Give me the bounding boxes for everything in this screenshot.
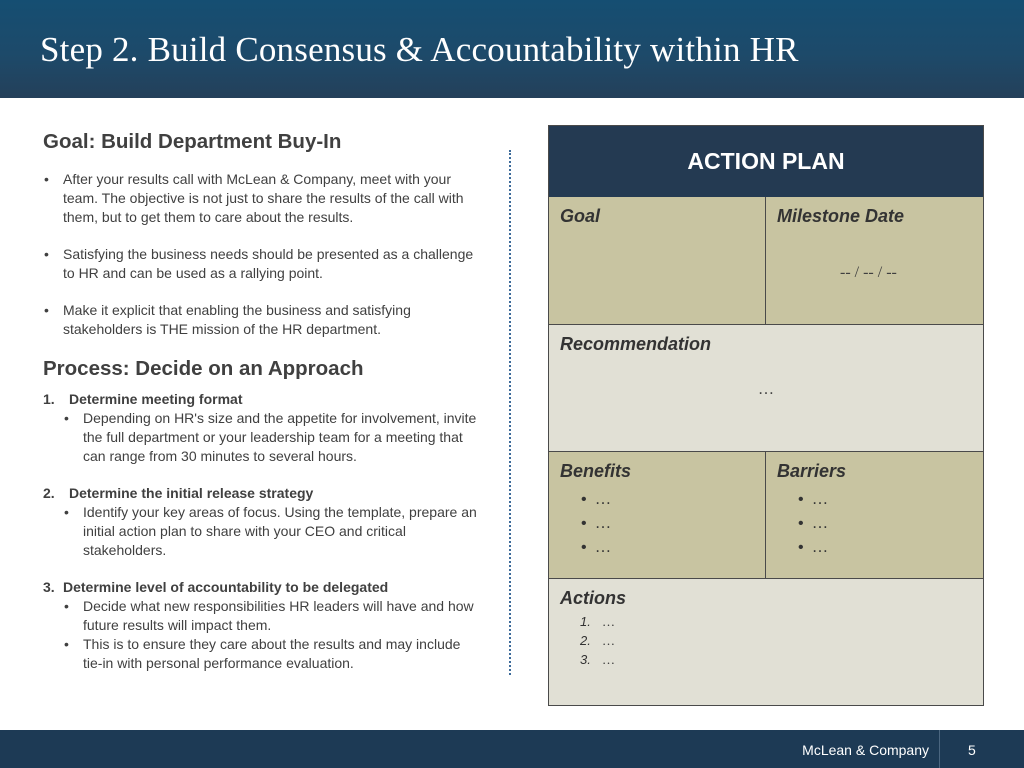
step-bullet: • Decide what new responsibilities HR leaders will have and how future results will impact them. bbox=[63, 597, 483, 635]
step-bullet-list bbox=[43, 409, 483, 466]
dotted-divider bbox=[509, 150, 511, 675]
barrier-item: • … bbox=[798, 536, 828, 560]
barrier-item: • … bbox=[798, 512, 828, 536]
milestone-date-value: -- / -- / -- bbox=[840, 264, 897, 281]
footer-bar bbox=[0, 730, 1024, 768]
page-number: 5 bbox=[968, 742, 976, 758]
barriers-cell bbox=[766, 452, 983, 579]
step-heading bbox=[43, 390, 483, 409]
step-heading bbox=[43, 484, 483, 503]
slide-title: Step 2. Build Consensus & Accountability within HR bbox=[40, 30, 799, 69]
barriers-list bbox=[798, 488, 828, 560]
action-plan-table bbox=[548, 125, 984, 706]
action-item: 3. … bbox=[580, 652, 615, 667]
goal-cell bbox=[549, 197, 766, 325]
process-steps bbox=[43, 390, 483, 673]
footer-divider bbox=[939, 730, 940, 768]
recommendation-label: Recommendation bbox=[560, 334, 712, 354]
goal-label: Goal bbox=[560, 206, 601, 226]
benefit-item: • … bbox=[581, 536, 611, 560]
step-title: Determine the initial release strategy bbox=[69, 485, 314, 501]
milestone-label: Milestone Date bbox=[777, 206, 905, 226]
goal-heading: Goal: Build Department Buy-In bbox=[43, 130, 342, 153]
benefits-label: Benefits bbox=[560, 461, 632, 481]
milestone-cell bbox=[766, 197, 983, 325]
barrier-item: • … bbox=[798, 488, 828, 512]
goal-bullet-list bbox=[43, 170, 483, 339]
step-number: 3. bbox=[43, 579, 55, 595]
barriers-label: Barriers bbox=[777, 461, 847, 481]
goal-bullet: • After your results call with McLean & Company, meet with your team. The objective is not just to share the results of the call with them, but to get them to care about the results. bbox=[43, 170, 483, 227]
step-number: 2. bbox=[43, 485, 55, 501]
step-number: 1. bbox=[43, 391, 55, 407]
benefit-item: • … bbox=[581, 512, 611, 536]
action-plan-heading: ACTION PLAN bbox=[549, 126, 983, 197]
actions-list bbox=[580, 612, 615, 669]
benefits-cell bbox=[549, 452, 766, 579]
step-title: Determine meeting format bbox=[69, 391, 243, 407]
goal-bullet: • Satisfying the business needs should be presented as a challenge to HR and can be used as a rallying point. bbox=[43, 245, 483, 283]
step-title: Determine level of accountability to be delegated bbox=[63, 579, 389, 595]
process-step bbox=[43, 578, 483, 673]
actions-label: Actions bbox=[560, 588, 627, 608]
process-step bbox=[43, 484, 483, 560]
company-name: McLean & Company bbox=[802, 742, 929, 758]
goal-bullet: • Make it explicit that enabling the business and satisfying stakeholders is THE mission of the HR department. bbox=[43, 301, 483, 339]
step-bullet-list bbox=[43, 597, 483, 673]
action-item: 2. … bbox=[580, 633, 615, 648]
benefit-item: • … bbox=[581, 488, 611, 512]
recommendation-cell bbox=[549, 325, 983, 452]
step-heading bbox=[43, 578, 483, 597]
title-bar bbox=[0, 0, 1024, 98]
action-item: 1. … bbox=[580, 614, 615, 629]
left-column bbox=[43, 130, 483, 691]
actions-cell bbox=[549, 579, 983, 705]
step-bullet: • Identify your key areas of focus. Using the template, prepare an initial action plan to share with your CEO and critical stakeholders. bbox=[63, 503, 483, 560]
process-step bbox=[43, 390, 483, 466]
step-bullet: • Depending on HR's size and the appetite for involvement, invite the full department or your leadership team for a meeting that can range from 30 minutes to several hours. bbox=[63, 409, 483, 466]
process-heading: Process: Decide on an Approach bbox=[43, 357, 364, 380]
benefits-list bbox=[581, 488, 611, 560]
step-bullet: • This is to ensure they care about the results and may include tie-in with personal performance evaluation. bbox=[63, 635, 483, 673]
recommendation-value: … bbox=[758, 381, 774, 398]
step-bullet-list bbox=[43, 503, 483, 560]
